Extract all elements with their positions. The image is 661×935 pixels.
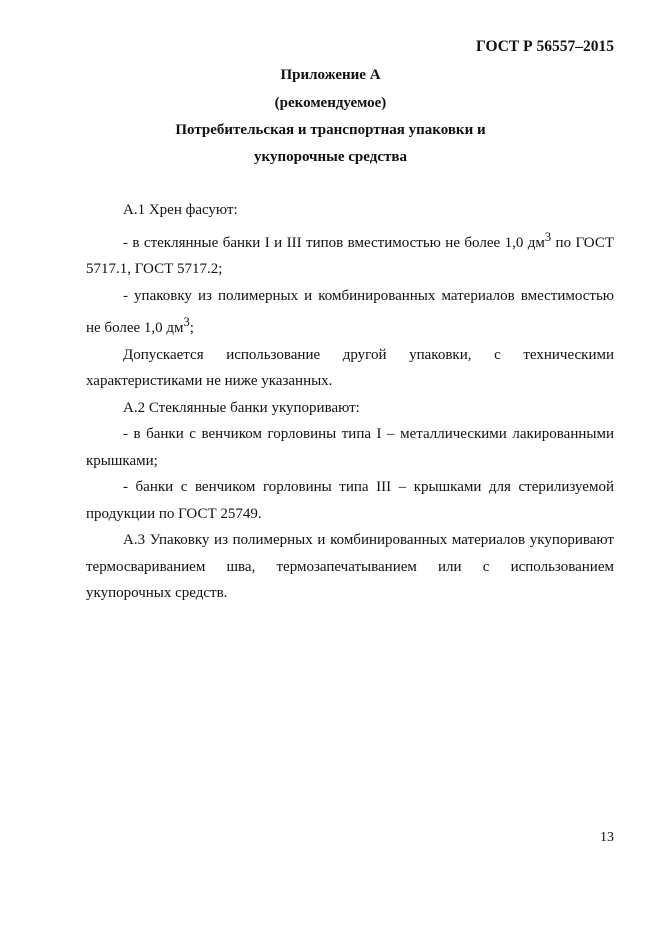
paragraph-a1: А.1 Хрен фасуют: (123, 202, 238, 218)
appendix-heading-line1: Потребительская и транспортная упаковки и (175, 122, 486, 138)
paragraph-polymer-packaging-tail: ; (189, 320, 194, 336)
paragraph-type-i-caps: - в банки с венчиком горловины типа I – металлическими лакированными крышками; (86, 426, 614, 469)
appendix-heading-line2: укупорочные средства (254, 149, 407, 165)
appendix-title: Приложение А (280, 67, 381, 83)
paragraph-other-packaging: Допускается использование другой упаковки, с техническими характеристиками не ниже указанных. (86, 346, 614, 389)
document-code: ГОСТ Р 56557–2015 (476, 38, 614, 55)
paragraph-a3: А.3 Упаковку из полимерных и комбинированных материалов укупоривают термосвариванием шва, термозапечатыванием или с использованием укупорочных средств. (86, 532, 614, 601)
paragraph-glass-jars-text: - в стеклянные банки I и III типов вместимостью не более 1,0 дм (123, 234, 545, 251)
paragraph-glass-jars (86, 224, 614, 283)
paragraph-polymer-packaging (86, 283, 614, 342)
paragraph-glass-jars-tail: по ГОСТ 5717.1, ГОСТ 5717.2; (86, 234, 614, 277)
paragraph-polymer-packaging-text: - упаковку из полимерных и комбинированных материалов вместимостью не более 1,0 дм (86, 287, 614, 336)
appendix-body (86, 197, 614, 607)
unit-superscript: 3 (544, 229, 552, 244)
appendix-status: (рекомендуемое) (274, 95, 387, 111)
paragraph-type-iii-caps: - банки с венчиком горловины типа III – крышками для стерилизуемой продукции по ГОСТ 25749. (86, 479, 614, 522)
paragraph-a2: А.2 Стеклянные банки укупоривают: (123, 399, 360, 416)
page-number: 13 (600, 830, 614, 845)
unit-superscript: 3 (183, 315, 190, 329)
